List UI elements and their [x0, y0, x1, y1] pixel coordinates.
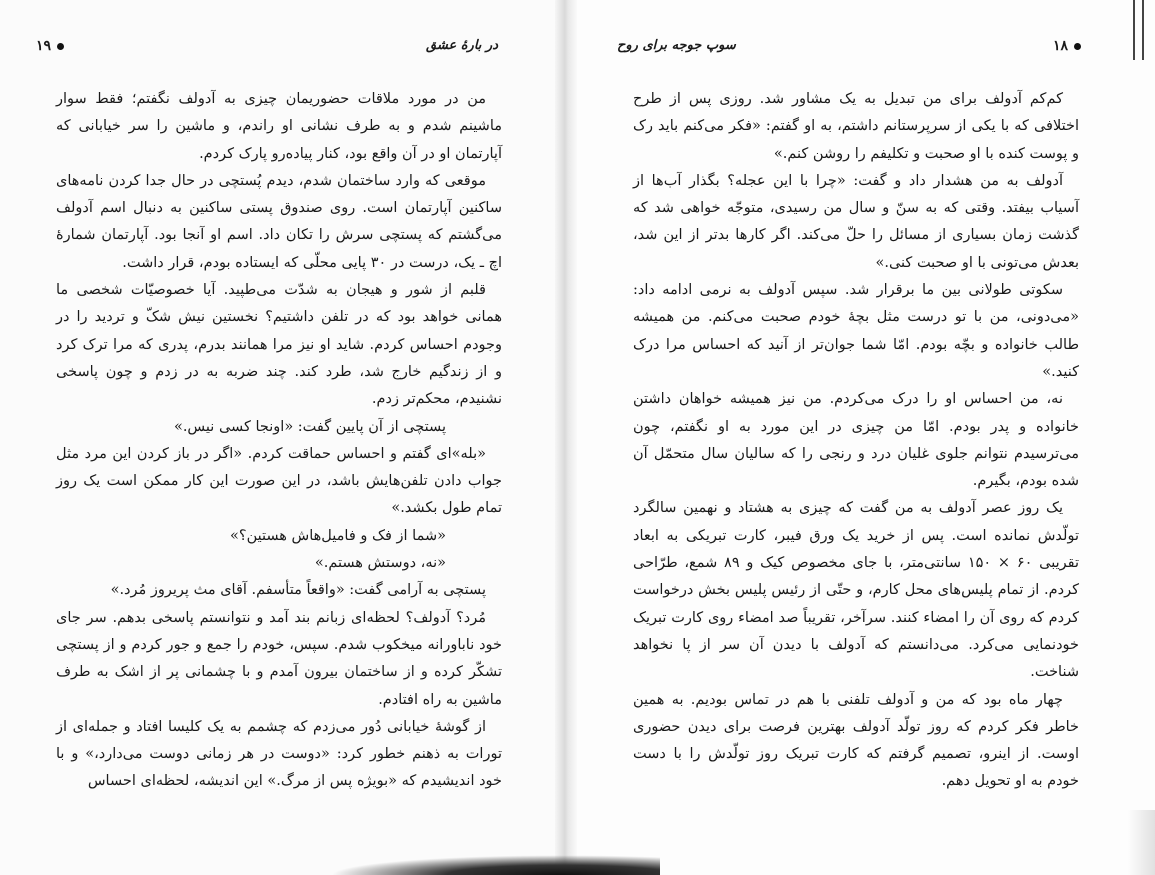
right-page-header: [617, 38, 1087, 58]
paragraph: مُرد؟ آدولف؟ لحظه‌ای زبانم بند آمد و نتوانستم پاسخی بدهم. سر جای خود ناباورانه میخکوب شدم. سپس، خودم را جمع و جور کردم و از پستچی تشکّر کرده و از ساختمان بیرون آمدم و با چشمانی پر از اشک به طرف ماشین به راه افتادم.: [56, 609, 502, 708]
paragraph: من در مورد ملاقات حضوریمان چیزی به آدولف نگفتم؛ فقط سوار ماشینم شدم و به طرف نشانی او راندم، و ماشین را سر خیابانی که آپارتمان او در آن واقع بود، کنار پیاده‌رو پارک کردم.: [56, 91, 502, 162]
paragraph: «شما از فک و فامیل‌هاش هستین؟»: [230, 527, 446, 544]
scan-edge-line: [1142, 0, 1144, 60]
paragraph: از گوشهٔ خیابانی دُور می‌زدم که چشمم به یک کلیسا افتاد و جمله‌ای از تورات به ذهنم خطور کرد: «دوست در هر زمانی دوست می‌دارد،» و با خود اندیشیدم که «بویژه پس از مرگ.» این اندیشه، لحظه‌ای احساس: [56, 718, 502, 790]
left-page-number-group: [36, 38, 70, 54]
paragraph: آدولف به من هشدار داد و گفت: «چرا با این عجله؟ بگذار آب‌ها از آسیاب بیفتد. وقتی که به سنّ و سال من رسیدی، متوجّه خواهی شد که گذشت زمان بسیاری از مسائل را حلّ می‌کند. اگر کارها بدتر از این شد، بعدش می‌تونی با او صحبت کنی.»: [633, 172, 1079, 271]
right-page-number-group: [1053, 38, 1087, 54]
paragraph: پستچی به آرامی گفت: «واقعاً متأسفم. آقای مث پریروز مُرد.»: [110, 582, 486, 599]
left-page-number: ۱۹: [36, 38, 52, 54]
scan-corner-shade: [1128, 810, 1155, 875]
bullet-dot-icon: [1074, 43, 1081, 50]
paragraph: پستچی از آن پایین گفت: «اونجا کسی نیس.»: [173, 418, 446, 435]
paragraph: کم‌کم آدولف برای من تبدیل به یک مشاور شد. روزی پس از طرح اختلافی که با یکی از سرپرستانم داشتم، به او گفتم: «فکر می‌کنم باید رک و پوست کنده با او صحبت و تکلیفم را روشن کنم.»: [633, 91, 1079, 162]
right-page-number: ۱۸: [1052, 38, 1068, 54]
left-page: [0, 0, 565, 875]
paragraph: سکوتی طولانی بین ما برقرار شد. سپس آدولف به نرمی ادامه داد: «می‌دونی، من با تو درست مثل بچهٔ خودم صحبت می‌کنم. من همیشه طالب خانواده و بچّه بودم. امّا شما جوان‌تر از آنید که احساس مرا درک کنید.»: [633, 282, 1079, 380]
right-running-title: سوپ جوجه برای روح: [617, 38, 736, 53]
paragraph: یک روز عصر آدولف به من گفت که چیزی به هشتاد و نهمین سالگرد تولّدش نمانده است. پس از خرید یک ورق فیبر، کارت تبریکی به ابعاد تقریبی ۶۰ × ۱۵۰ سانتی‌متر، با جای مخصوص کیک و ۸۹ شمع، طرّاحی کردم. از تمام پلیس‌های محل کارم، و حتّی از رئیس پلیس بخش درخواست کردم که روی آن را امضاء کنند. سرآخر، تقریباً صد امضاء روی کارت تبریک خودنمایی می‌کرد. می‌دانستم که آدولف با دیدن آن سر از پا نخواهد شناخت.: [633, 500, 1079, 681]
paragraph: «بله»ای گفتم و احساس حماقت کردم. «اگر در باز کردن این مرد مثل جواب دادن تلفن‌هایش باشد، در این صورت این کار ممکن است یک روز تمام طول بکشد.»: [56, 445, 502, 517]
right-page: [565, 0, 1155, 875]
paragraph: «نه، دوستش هستم.»: [314, 555, 446, 572]
bullet-dot-icon: [57, 43, 64, 50]
paragraph: قلبم از شور و هیجان به شدّت می‌طپید. آیا خصوصیّات شخصی ما همانی خواهد بود که در تلفن داشتیم؟ نخستین نیش شکّ و تردید را در وجودم احساس کردم. شاید او نیز مرا همانند بدرم، پدری که مرا ترک کرد و از زندگیم خارج شد، طرد کند. چند ضربه به در زدم و چون پاسخی نشنیدم، محکم‌تر زدم.: [56, 282, 502, 408]
scan-edge-line: [1133, 0, 1135, 60]
left-page-header: [36, 38, 498, 58]
left-running-title: در بارهٔ عشق: [426, 38, 498, 53]
paragraph: نه، من احساس او را درک می‌کردم. من نیز همیشه خواهان داشتن خانواده و پدر بودم. امّا من چیزی در این مورد به او نگفتم، چون می‌ترسیدم نتوانم جلوی غلیان درد و رنجی را که سالیان سال متحمّل آن شده بودم، بگیرم.: [633, 391, 1079, 490]
paragraph: موقعی که وارد ساختمان شدم، دیدم پُستچی در حال جدا کردن نامه‌های ساکنین آپارتمان است. روی صندوق پستی ساکنین به دنبال اسم آدولف می‌گشتم که پستچی سرش را تکان داد. اسم او آنجا بود. آپارتمان شمارهٔ اچ ـ یک، درست در ۳۰ پایی محلّی که ایستاده بودم، قرار داشت.: [56, 172, 502, 271]
scan-edge-shadow: [330, 855, 660, 875]
paragraph: چهار ماه بود که من و آدولف تلفنی با هم در تماس بودیم. به همین خاطر فکر کردم که روز تولّد آدولف بهترین فرصت برای دیدن حضوری اوست. از اینرو، تصمیم گرفتم که کارت تبریک روز تولّدش را با دست خودم به او تحویل دهم.: [633, 691, 1079, 790]
left-page-body: [56, 86, 502, 796]
book-gutter-shadow: [555, 0, 577, 875]
right-page-body: [633, 86, 1079, 796]
